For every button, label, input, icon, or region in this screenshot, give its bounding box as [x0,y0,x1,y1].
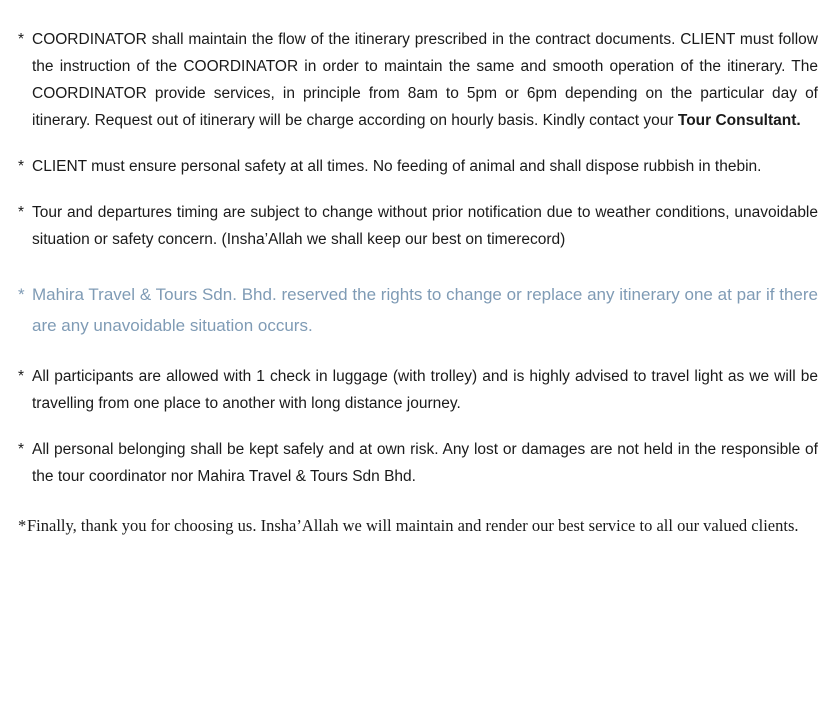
clause-text-main: All personal belonging shall be kept safely and at own risk. Any lost or damages are not held in the responsible of the tour coordinator nor Mahira Travel & Tours Sdn Bhd. [32,441,818,485]
clause-text [32,26,818,134]
clause-text-main: Tour and departures timing are subject to change without prior notification due to weather conditions, unavoidable situation or safety concern. (Insha’Allah we shall keep our best on timerecord) [32,204,818,248]
clause-personal-safety [18,153,818,180]
clause-text-main: CLIENT must ensure personal safety at all times. No feeding of animal and shall dispose rubbish in thebin. [32,158,762,175]
clause-text [32,153,818,180]
clause-timing-changes [18,199,818,253]
clause-bullet: * [18,204,25,221]
clause-bullet: * [18,368,25,385]
clause-text-emphasis: Tour Consultant. [677,112,801,129]
clause-text [32,279,818,341]
clause-itinerary-replacement-rights [18,279,818,341]
clause-text [32,363,818,417]
clause-luggage-allowance [18,363,818,417]
clause-bullet: * [18,158,25,175]
clause-personal-belongings-risk [18,436,818,490]
clause-closing-thanks [18,512,818,539]
clause-bullet: * [18,441,25,458]
clause-text-main: Finally, thank you for choosing us. Insha’Allah we will maintain and render our best service to all our valued clients. [27,516,799,535]
clause-bullet: * [18,285,25,304]
clause-bullet: * [18,516,27,535]
clause-text-main: COORDINATOR shall maintain the flow of the itinerary prescribed in the contract documents. CLIENT must follow the instruction of the COORDINATOR in order to maintain the same and smooth operation of the itinerary. The COORDINATOR provide services, in principle from 8am to 5pm or 6pm depending on the particular day of itinerary. Request out of itinerary will be charge according on hourly basis. Kindly contact your [32,31,818,129]
clause-text [32,199,818,253]
clause-bullet: * [18,31,25,48]
clause-coordinator-flow [18,26,818,134]
clause-text [32,436,818,490]
clause-text-main: All participants are allowed with 1 check in luggage (with trolley) and is highly advised to travel light as we will be travelling from one place to another with long distance journey. [32,368,818,412]
clause-text [27,512,818,539]
clause-text-main: Mahira Travel & Tours Sdn. Bhd. reserved the rights to change or replace any itinerary one at par if there are any unavoidable situation occurs. [32,285,818,335]
